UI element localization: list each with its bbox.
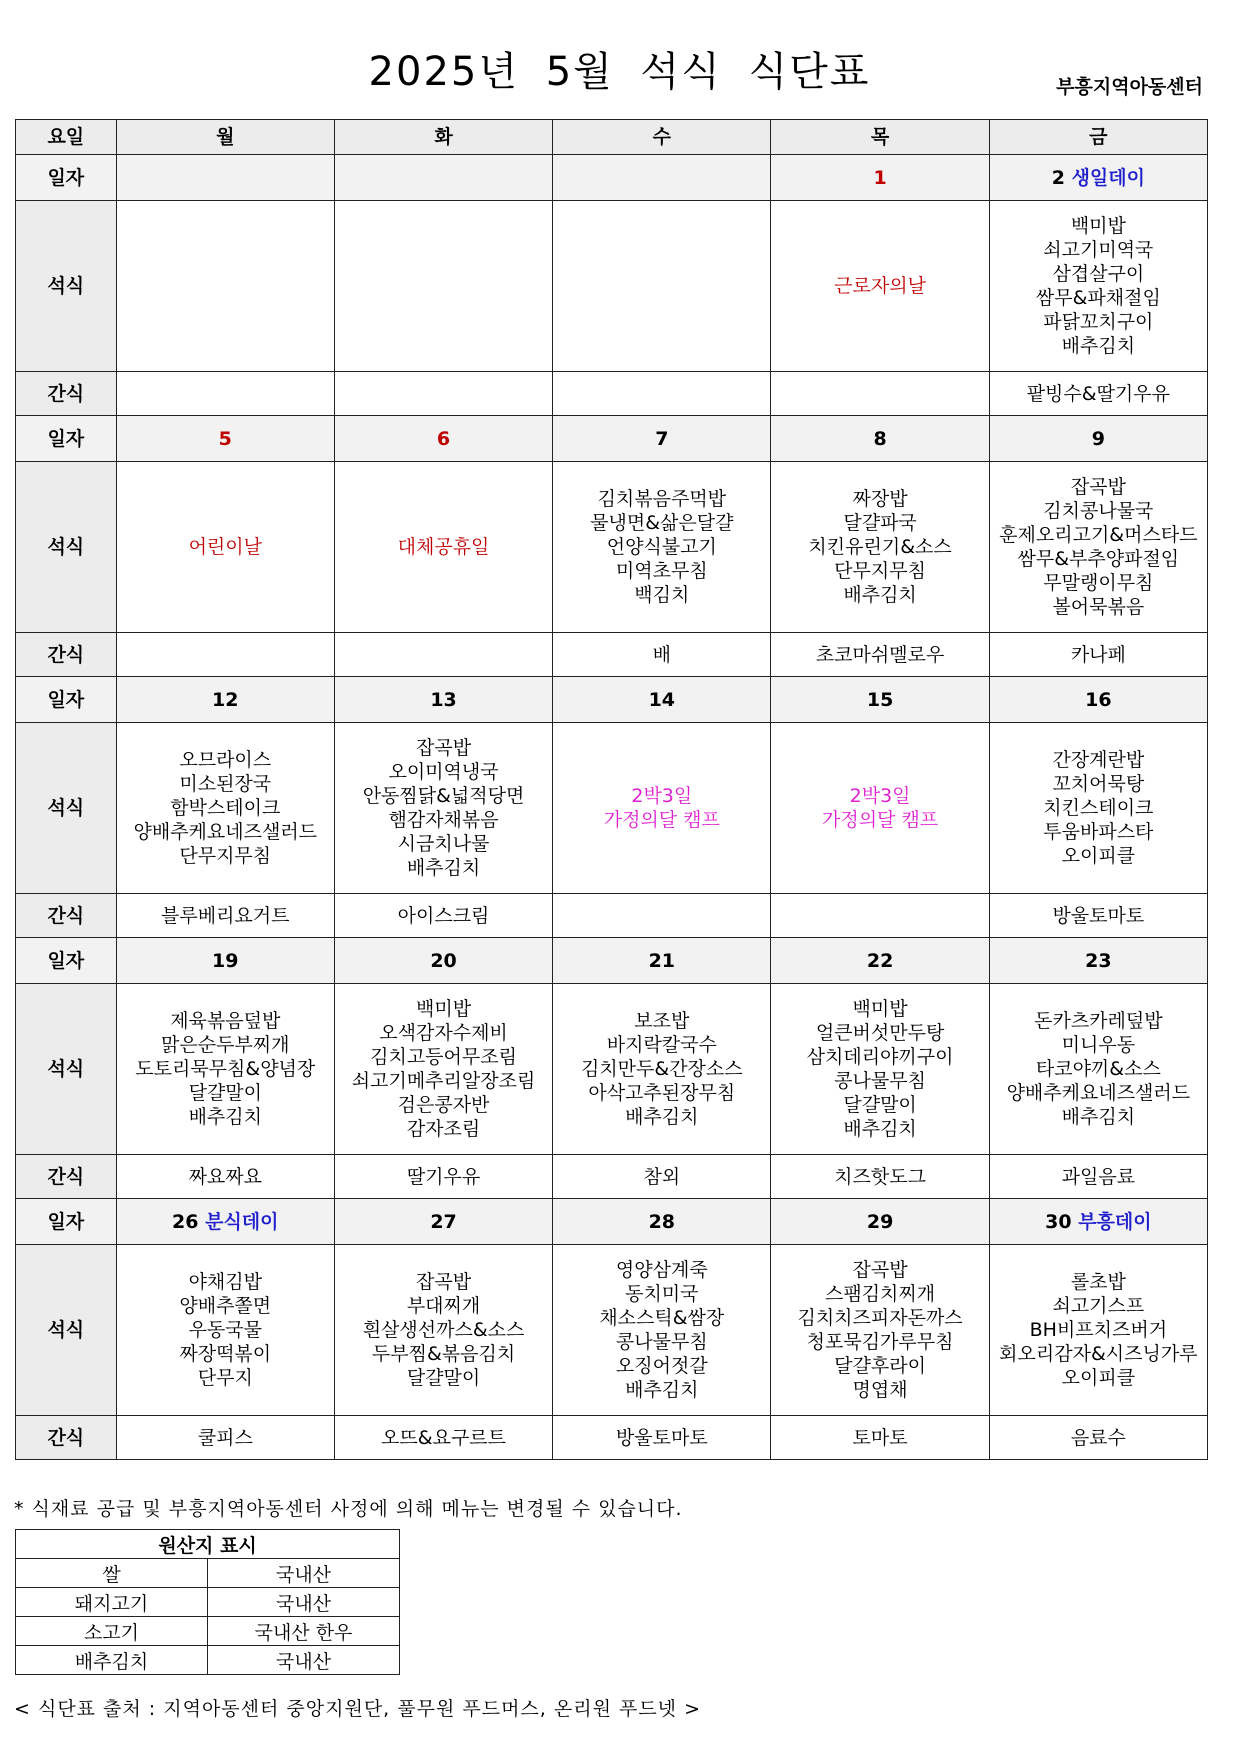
event-tag: 분식데이 bbox=[205, 1210, 279, 1233]
snack-cell-mon: 블루베리요거트 bbox=[116, 894, 334, 938]
snack-cell-tue bbox=[334, 633, 552, 677]
weekday-wed: 수 bbox=[553, 120, 771, 155]
menu-item: 짜장떡볶이 bbox=[179, 1343, 272, 1365]
menu-item: 안동찜닭&넓적당면 bbox=[362, 785, 525, 807]
menu-item: 쇠고기미역국 bbox=[1043, 239, 1154, 261]
menu-item: 시금치나물 bbox=[397, 833, 490, 855]
date-number: 21 bbox=[648, 949, 676, 972]
meal-label: 석식 bbox=[16, 201, 117, 372]
snack-cell-fri: 팥빙수&딸기우유 bbox=[989, 372, 1207, 416]
meal-cell-thu bbox=[771, 462, 989, 633]
weekday-fri: 금 bbox=[989, 120, 1207, 155]
menu-item: 대체공휴일 bbox=[397, 536, 490, 558]
date-number: 9 bbox=[1091, 427, 1105, 450]
snack-row bbox=[16, 894, 1208, 938]
weekday-header-row bbox=[16, 120, 1208, 155]
meal-row bbox=[16, 1245, 1208, 1416]
menu-item: 김치볶음주먹밥 bbox=[597, 488, 727, 510]
date-cell-tue bbox=[334, 1199, 552, 1245]
date-number: 28 bbox=[648, 1210, 676, 1233]
date-number: 12 bbox=[212, 688, 239, 711]
date-cell-tue bbox=[334, 938, 552, 984]
meal-cell-thu bbox=[771, 201, 989, 372]
menu-change-note: * 식재료 공급 및 부흥지역아동센터 사정에 의해 메뉴는 변경될 수 있습니다. bbox=[14, 1498, 683, 1520]
menu-item: 배추김치 bbox=[843, 584, 917, 606]
menu-item: 바지락칼국수 bbox=[606, 1034, 717, 1056]
menu-item: 무말랭이무침 bbox=[1043, 572, 1154, 594]
meal-cell-tue bbox=[334, 984, 552, 1155]
date-number: 5 bbox=[218, 427, 232, 450]
snack-cell-thu bbox=[771, 372, 989, 416]
origin-value: 국내산 한우 bbox=[208, 1617, 400, 1646]
date-row bbox=[16, 416, 1208, 462]
menu-item: 백김치 bbox=[634, 584, 690, 606]
origin-value: 국내산 bbox=[208, 1559, 400, 1588]
date-cell-fri bbox=[989, 1199, 1207, 1245]
menu-item: 잡곡밥 bbox=[852, 1259, 908, 1281]
snack-label: 간식 bbox=[16, 1155, 117, 1199]
meal-label: 석식 bbox=[16, 984, 117, 1155]
menu-item: 흰살생선까스&소스 bbox=[362, 1319, 525, 1341]
date-label: 일자 bbox=[16, 155, 117, 201]
menu-item: 콩나물무침 bbox=[834, 1070, 926, 1092]
title-month: 5월 bbox=[545, 49, 614, 95]
meal-cell-thu bbox=[771, 1245, 989, 1416]
meal-cell-wed bbox=[553, 984, 771, 1155]
menu-item: 배추김치 bbox=[843, 1118, 917, 1140]
meal-cell-fri bbox=[989, 984, 1207, 1155]
snack-cell-fri: 방울토마토 bbox=[989, 894, 1207, 938]
meal-cell-tue bbox=[334, 1245, 552, 1416]
meal-label: 석식 bbox=[16, 723, 117, 894]
menu-item: 단무지무침 bbox=[834, 560, 926, 582]
snack-cell-tue: 딸기우유 bbox=[334, 1155, 552, 1199]
menu-item: 단무지무침 bbox=[179, 845, 272, 867]
date-cell-mon bbox=[116, 1199, 334, 1245]
menu-item: 오이피클 bbox=[1061, 845, 1136, 867]
date-cell-wed bbox=[553, 677, 771, 723]
menu-item: 함박스테이크 bbox=[170, 797, 281, 819]
date-number: 2 bbox=[1051, 166, 1065, 189]
meal-cell-wed bbox=[553, 462, 771, 633]
menu-item: 간장계란밥 bbox=[1052, 749, 1145, 771]
menu-item: 백미밥 bbox=[852, 998, 908, 1020]
meal-cell-mon bbox=[116, 723, 334, 894]
origin-item: 돼지고기 bbox=[16, 1588, 208, 1617]
menu-item: 짜장밥 bbox=[852, 488, 908, 510]
meal-cell-fri bbox=[989, 462, 1207, 633]
snack-cell-mon bbox=[116, 372, 334, 416]
menu-item: 치킨스테이크 bbox=[1043, 797, 1154, 819]
snack-cell-wed bbox=[553, 372, 771, 416]
date-cell-wed bbox=[553, 938, 771, 984]
menu-item: 볼어묵볶음 bbox=[1052, 596, 1145, 618]
menu-item: 투움바파스타 bbox=[1043, 821, 1154, 843]
date-number: 8 bbox=[873, 427, 887, 450]
meal-label: 석식 bbox=[16, 462, 117, 633]
menu-item: 스팸김치찌개 bbox=[825, 1283, 936, 1305]
snack-cell-tue: 오뜨&요구르트 bbox=[334, 1416, 552, 1460]
menu-item: 삼치데리야끼구이 bbox=[806, 1046, 954, 1068]
menu-item: 롤초밥 bbox=[1070, 1271, 1126, 1293]
origin-value: 국내산 bbox=[208, 1646, 400, 1675]
meal-row bbox=[16, 462, 1208, 633]
menu-item: 햄감자채볶음 bbox=[388, 809, 499, 831]
date-row bbox=[16, 938, 1208, 984]
menu-item: 배추김치 bbox=[188, 1106, 262, 1128]
menu-item: 달걀말이 bbox=[843, 1094, 917, 1116]
snack-cell-thu bbox=[771, 894, 989, 938]
date-row bbox=[16, 1199, 1208, 1245]
date-number: 19 bbox=[212, 949, 239, 972]
menu-item: 언양식불고기 bbox=[606, 536, 717, 558]
meal-cell-wed bbox=[553, 1245, 771, 1416]
menu-item: 부대찌개 bbox=[406, 1295, 481, 1317]
menu-item: 쌈무&부추양파절임 bbox=[1017, 548, 1180, 570]
snack-label: 간식 bbox=[16, 633, 117, 677]
menu-item: 미역초무침 bbox=[615, 560, 708, 582]
date-cell-fri bbox=[989, 677, 1207, 723]
snack-cell-wed: 방울토마토 bbox=[553, 1416, 771, 1460]
date-number: 22 bbox=[866, 949, 894, 972]
date-number: 16 bbox=[1085, 688, 1112, 711]
menu-item: 파닭꼬치구이 bbox=[1043, 311, 1154, 333]
date-row bbox=[16, 155, 1208, 201]
meal-label: 석식 bbox=[16, 1245, 117, 1416]
menu-item: 백미밥 bbox=[416, 998, 472, 1020]
menu-item: 근로자의날 bbox=[834, 275, 926, 297]
menu-item: 야채김밥 bbox=[188, 1271, 262, 1293]
origin-table bbox=[15, 1529, 400, 1675]
menu-item: 동치미국 bbox=[625, 1283, 699, 1305]
weekday-mon: 월 bbox=[116, 120, 334, 155]
snack-row bbox=[16, 1155, 1208, 1199]
date-label: 일자 bbox=[16, 677, 117, 723]
title-menu: 식단표 bbox=[748, 49, 871, 95]
menu-item: 아삭고추된장무침 bbox=[588, 1082, 736, 1104]
menu-item: 배추김치 bbox=[1061, 1106, 1136, 1128]
menu-item: 제육볶음덮밥 bbox=[170, 1010, 281, 1032]
meal-cell-wed bbox=[553, 723, 771, 894]
menu-item: 어린이날 bbox=[188, 536, 262, 558]
date-label: 일자 bbox=[16, 416, 117, 462]
date-cell-wed bbox=[553, 155, 771, 201]
meal-cell-mon bbox=[116, 462, 334, 633]
title-meal: 석식 bbox=[640, 49, 722, 95]
date-cell-tue bbox=[334, 155, 552, 201]
page-title bbox=[0, 40, 1239, 97]
menu-item: 검은콩자반 bbox=[397, 1094, 490, 1116]
date-number: 27 bbox=[430, 1210, 457, 1233]
menu-item: 우동국물 bbox=[188, 1319, 262, 1341]
snack-cell-mon bbox=[116, 633, 334, 677]
date-label: 일자 bbox=[16, 1199, 117, 1245]
snack-cell-fri: 음료수 bbox=[989, 1416, 1207, 1460]
menu-item: 영양삼계죽 bbox=[615, 1259, 708, 1281]
menu-item: 보조밥 bbox=[634, 1010, 690, 1032]
menu-table bbox=[15, 119, 1208, 1460]
snack-row bbox=[16, 1416, 1208, 1460]
menu-item: 오징어젓갈 bbox=[615, 1355, 708, 1377]
event-tag: 부흥데이 bbox=[1078, 1210, 1152, 1233]
date-cell-thu bbox=[771, 1199, 989, 1245]
menu-item: 달걀말이 bbox=[406, 1367, 481, 1389]
date-cell-thu bbox=[771, 155, 989, 201]
date-cell-thu bbox=[771, 416, 989, 462]
origin-row bbox=[16, 1646, 400, 1675]
snack-cell-thu: 치즈핫도그 bbox=[771, 1155, 989, 1199]
menu-item: 도토리묵무침&양념장 bbox=[135, 1058, 316, 1080]
menu-item: 잡곡밥 bbox=[416, 1271, 472, 1293]
date-cell-thu bbox=[771, 677, 989, 723]
menu-item: 쇠고기스프 bbox=[1052, 1295, 1145, 1317]
snack-cell-tue bbox=[334, 372, 552, 416]
menu-item: 오이피클 bbox=[1061, 1367, 1136, 1389]
menu-source: < 식단표 출처 : 지역아동센터 중앙지원단, 풀무원 푸드머스, 온리원 푸드넷 > bbox=[14, 1698, 701, 1720]
snack-label: 간식 bbox=[16, 894, 117, 938]
origin-item: 배추김치 bbox=[16, 1646, 208, 1675]
menu-item: 돈카츠카레덮밥 bbox=[1034, 1010, 1163, 1032]
meal-row bbox=[16, 984, 1208, 1155]
date-number: 1 bbox=[873, 166, 887, 189]
menu-item: 양배추케요네즈샐러드 bbox=[1006, 1082, 1191, 1104]
menu-item: 배추김치 bbox=[406, 857, 481, 879]
menu-item: 백미밥 bbox=[1070, 215, 1126, 237]
date-row bbox=[16, 677, 1208, 723]
meal-cell-mon bbox=[116, 201, 334, 372]
date-cell-mon bbox=[116, 155, 334, 201]
menu-item: 단무지 bbox=[197, 1367, 253, 1389]
menu-item: 치킨유린기&소스 bbox=[808, 536, 952, 558]
origin-item: 소고기 bbox=[16, 1617, 208, 1646]
menu-item: 쌈무&파채절임 bbox=[1035, 287, 1161, 309]
menu-item: 양배추케요네즈샐러드 bbox=[133, 821, 318, 843]
snack-row bbox=[16, 633, 1208, 677]
menu-item: 2박3일 bbox=[631, 785, 693, 807]
menu-item: 김치치즈피자돈까스 bbox=[797, 1307, 963, 1329]
menu-item: 배추김치 bbox=[625, 1379, 699, 1401]
date-number: 30 bbox=[1045, 1210, 1072, 1233]
menu-item: 미소된장국 bbox=[179, 773, 272, 795]
menu-item: 미니우동 bbox=[1061, 1034, 1136, 1056]
date-cell-mon bbox=[116, 416, 334, 462]
meal-cell-tue bbox=[334, 201, 552, 372]
snack-row bbox=[16, 372, 1208, 416]
snack-cell-mon: 쿨피스 bbox=[116, 1416, 334, 1460]
snack-cell-wed: 배 bbox=[553, 633, 771, 677]
date-label: 일자 bbox=[16, 938, 117, 984]
date-cell-wed bbox=[553, 1199, 771, 1245]
meal-cell-wed bbox=[553, 201, 771, 372]
date-cell-fri bbox=[989, 155, 1207, 201]
weekday-thu: 목 bbox=[771, 120, 989, 155]
menu-item: 감자조림 bbox=[406, 1118, 481, 1140]
origin-row bbox=[16, 1588, 400, 1617]
meal-row bbox=[16, 201, 1208, 372]
date-number: 13 bbox=[430, 688, 457, 711]
menu-item: 오므라이스 bbox=[179, 749, 272, 771]
meal-cell-fri bbox=[989, 1245, 1207, 1416]
menu-item: 가정의달 캠프 bbox=[821, 809, 939, 831]
weekday-label: 요일 bbox=[16, 120, 117, 155]
date-cell-mon bbox=[116, 938, 334, 984]
meal-cell-thu bbox=[771, 723, 989, 894]
menu-item: 명엽채 bbox=[852, 1379, 908, 1401]
meal-cell-fri bbox=[989, 723, 1207, 894]
date-number: 7 bbox=[655, 427, 669, 450]
meal-cell-tue bbox=[334, 462, 552, 633]
menu-item: 오이미역냉국 bbox=[388, 761, 499, 783]
menu-item: 잡곡밥 bbox=[416, 737, 472, 759]
snack-cell-wed bbox=[553, 894, 771, 938]
snack-cell-fri: 카나페 bbox=[989, 633, 1207, 677]
menu-item: 맑은순두부찌개 bbox=[161, 1034, 290, 1056]
meal-cell-tue bbox=[334, 723, 552, 894]
menu-item: BH비프치즈버거 bbox=[1029, 1319, 1168, 1341]
menu-item: 2박3일 bbox=[849, 785, 911, 807]
meal-cell-mon bbox=[116, 984, 334, 1155]
menu-item: 훈제오리고기&머스타드 bbox=[999, 524, 1198, 546]
menu-item: 삼겹살구이 bbox=[1052, 263, 1145, 285]
title-year: 2025년 bbox=[368, 49, 519, 95]
menu-item: 양배추쫄면 bbox=[179, 1295, 272, 1317]
menu-item: 타코야끼&소스 bbox=[1035, 1058, 1161, 1080]
snack-cell-wed: 참외 bbox=[553, 1155, 771, 1199]
snack-cell-thu: 토마토 bbox=[771, 1416, 989, 1460]
date-cell-tue bbox=[334, 677, 552, 723]
menu-item: 김치콩나물국 bbox=[1043, 500, 1154, 522]
date-number: 29 bbox=[866, 1210, 894, 1233]
origin-title: 원산지 표시 bbox=[16, 1530, 400, 1559]
date-number: 15 bbox=[866, 688, 894, 711]
date-number: 6 bbox=[436, 427, 451, 450]
snack-label: 간식 bbox=[16, 1416, 117, 1460]
menu-item: 잡곡밥 bbox=[1070, 476, 1126, 498]
snack-cell-tue: 아이스크림 bbox=[334, 894, 552, 938]
menu-item: 김치만두&간장소스 bbox=[580, 1058, 743, 1080]
meal-cell-fri bbox=[989, 201, 1207, 372]
date-number: 14 bbox=[648, 688, 676, 711]
snack-cell-thu: 초코마쉬멜로우 bbox=[771, 633, 989, 677]
menu-item: 물냉면&삶은달걀 bbox=[590, 512, 734, 534]
menu-item: 꼬치어묵탕 bbox=[1052, 773, 1145, 795]
snack-cell-mon: 짜요짜요 bbox=[116, 1155, 334, 1199]
meal-cell-mon bbox=[116, 1245, 334, 1416]
snack-cell-fri: 과일음료 bbox=[989, 1155, 1207, 1199]
date-cell-wed bbox=[553, 416, 771, 462]
date-number: 26 bbox=[172, 1210, 199, 1233]
date-cell-thu bbox=[771, 938, 989, 984]
menu-item: 쇠고기메추리알장조림 bbox=[351, 1070, 536, 1092]
menu-item: 얼큰버섯만두탕 bbox=[815, 1022, 945, 1044]
weekday-tue: 화 bbox=[334, 120, 552, 155]
meal-cell-thu bbox=[771, 984, 989, 1155]
origin-row bbox=[16, 1559, 400, 1588]
date-number: 23 bbox=[1085, 949, 1112, 972]
date-cell-fri bbox=[989, 938, 1207, 984]
menu-item: 두부찜&볶음김치 bbox=[371, 1343, 516, 1365]
menu-item: 달걀말이 bbox=[188, 1082, 262, 1104]
menu-item: 채소스틱&쌈장 bbox=[599, 1307, 725, 1329]
date-cell-tue bbox=[334, 416, 552, 462]
menu-item: 청포묵김가루무침 bbox=[806, 1331, 954, 1353]
menu-item: 달걀파국 bbox=[843, 512, 917, 534]
menu-item: 오색감자수제비 bbox=[379, 1022, 508, 1044]
event-tag: 생일데이 bbox=[1071, 166, 1145, 189]
origin-row bbox=[16, 1617, 400, 1646]
menu-item: 배추김치 bbox=[625, 1106, 699, 1128]
date-cell-mon bbox=[116, 677, 334, 723]
menu-item: 가정의달 캠프 bbox=[603, 809, 720, 831]
date-cell-fri bbox=[989, 416, 1207, 462]
origin-value: 국내산 bbox=[208, 1588, 400, 1617]
menu-item: 배추김치 bbox=[1061, 335, 1136, 357]
menu-item: 콩나물무침 bbox=[615, 1331, 708, 1353]
menu-item: 김치고등어무조림 bbox=[370, 1046, 517, 1068]
meal-row bbox=[16, 723, 1208, 894]
menu-item: 달걀후라이 bbox=[834, 1355, 926, 1377]
organization-name: 부흥지역아동센터 bbox=[1056, 76, 1203, 98]
menu-item: 회오리감자&시즈닝가루 bbox=[999, 1343, 1198, 1365]
snack-label: 간식 bbox=[16, 372, 117, 416]
origin-item: 쌀 bbox=[16, 1559, 208, 1588]
date-number: 20 bbox=[430, 949, 457, 972]
